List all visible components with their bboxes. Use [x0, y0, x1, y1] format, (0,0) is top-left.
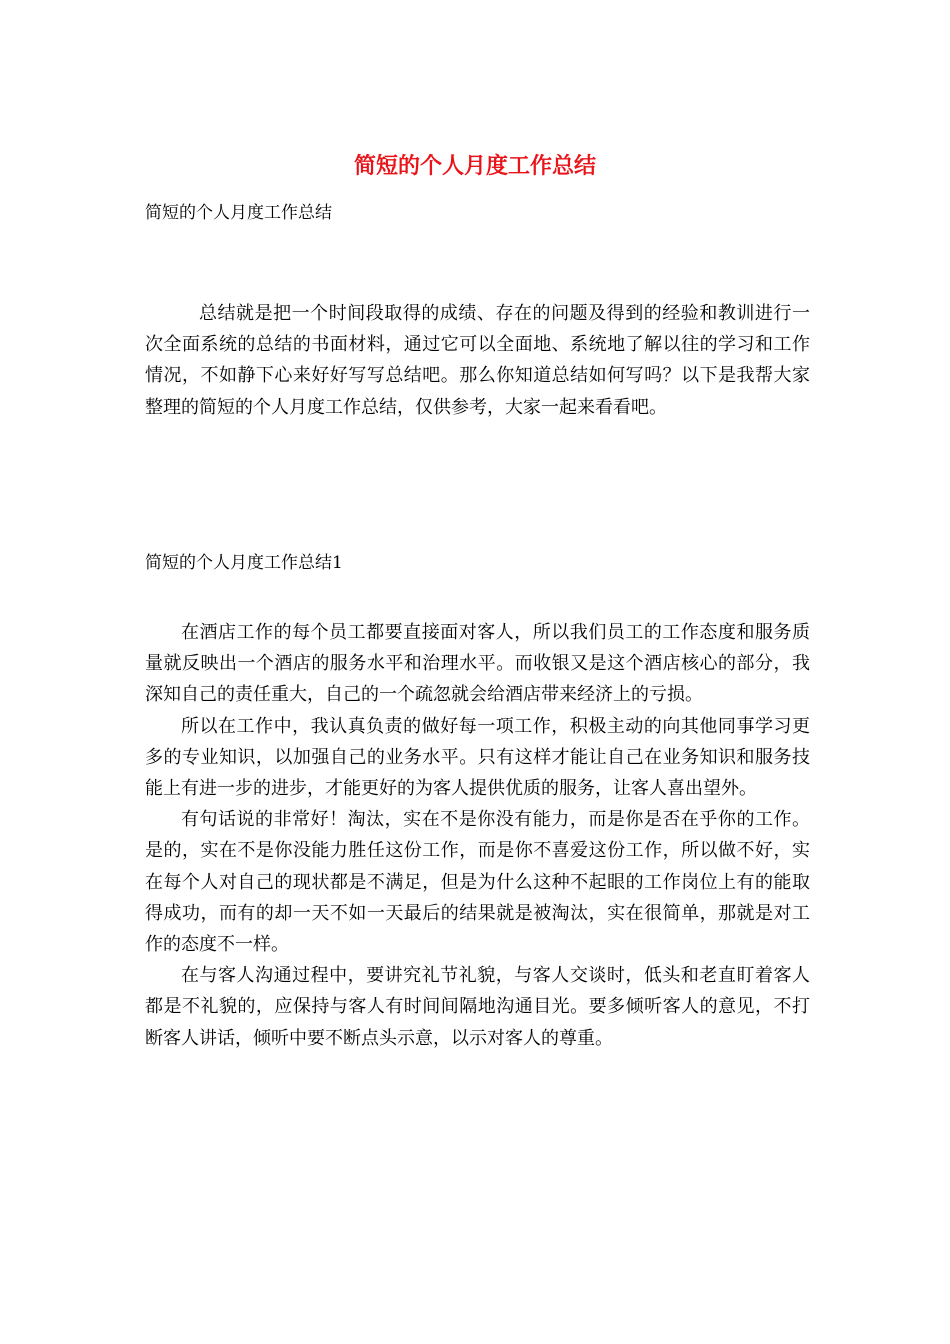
document-title: 简短的个人月度工作总结 [353, 153, 596, 179]
body-paragraph-4: 在与客人沟通过程中，要讲究礼节礼貌，与客人交谈时，低头和老直盯着客人都是不礼貌的，应保持与客人有时间间隔地沟通目光。要多倾听客人的意见，不打断客人讲话，倾听中要不断点头示意，以示对客人的尊重。 [145, 965, 810, 1049]
intro-paragraph: 总结就是把一个时间段取得的成绩、存在的问题及得到的经验和教训进行一次全面系统的总结的书面材料，通过它可以全面地、系统地了解以往的学习和工作情况，不如静下心来好好写写总结吧。那么你知道总结如何写吗？以下是我帮大家整理的简短的个人月度工作总结，仅供参考，大家一起来看看吧。 [145, 303, 810, 418]
body-paragraph-2: 所以在工作中，我认真负责的做好每一项工作，积极主动的向其他同事学习更多的专业知识，以加强自己的业务水平。只有这样才能让自己在业务知识和服务技能上有进一步的进步，才能更好的为客人提供优质的服务，让客人喜出望外。 [145, 715, 810, 800]
section-heading: 简短的个人月度工作总结1 [145, 553, 343, 573]
intro-block [145, 298, 810, 423]
body-paragraph-1: 在酒店工作的每个员工都要直接面对客人，所以我们员工的工作态度和服务质量就反映出一个酒店的服务水平和治理水平。而收银又是这个酒店核心的部分，我深知自己的责任重大，自己的一个疏忽就会给酒店带来经济上的亏损。 [145, 622, 810, 706]
body-block [145, 617, 810, 1054]
document-subtitle: 简短的个人月度工作总结 [145, 203, 332, 223]
body-paragraph-3: 有句话说的非常好！淘汰，实在不是你没有能力，而是你是否在乎你的工作。是的，实在不是你没能力胜任这份工作，而是你不喜爱这份工作，所以做不好，实在每个人对自己的现状都是不满足，但是为什么这种不起眼的工作岗位上有的能取得成功，而有的却一天不如一天最后的结果就是被淘汰，实在很简单，那就是对工作的态度不一样。 [145, 809, 810, 956]
